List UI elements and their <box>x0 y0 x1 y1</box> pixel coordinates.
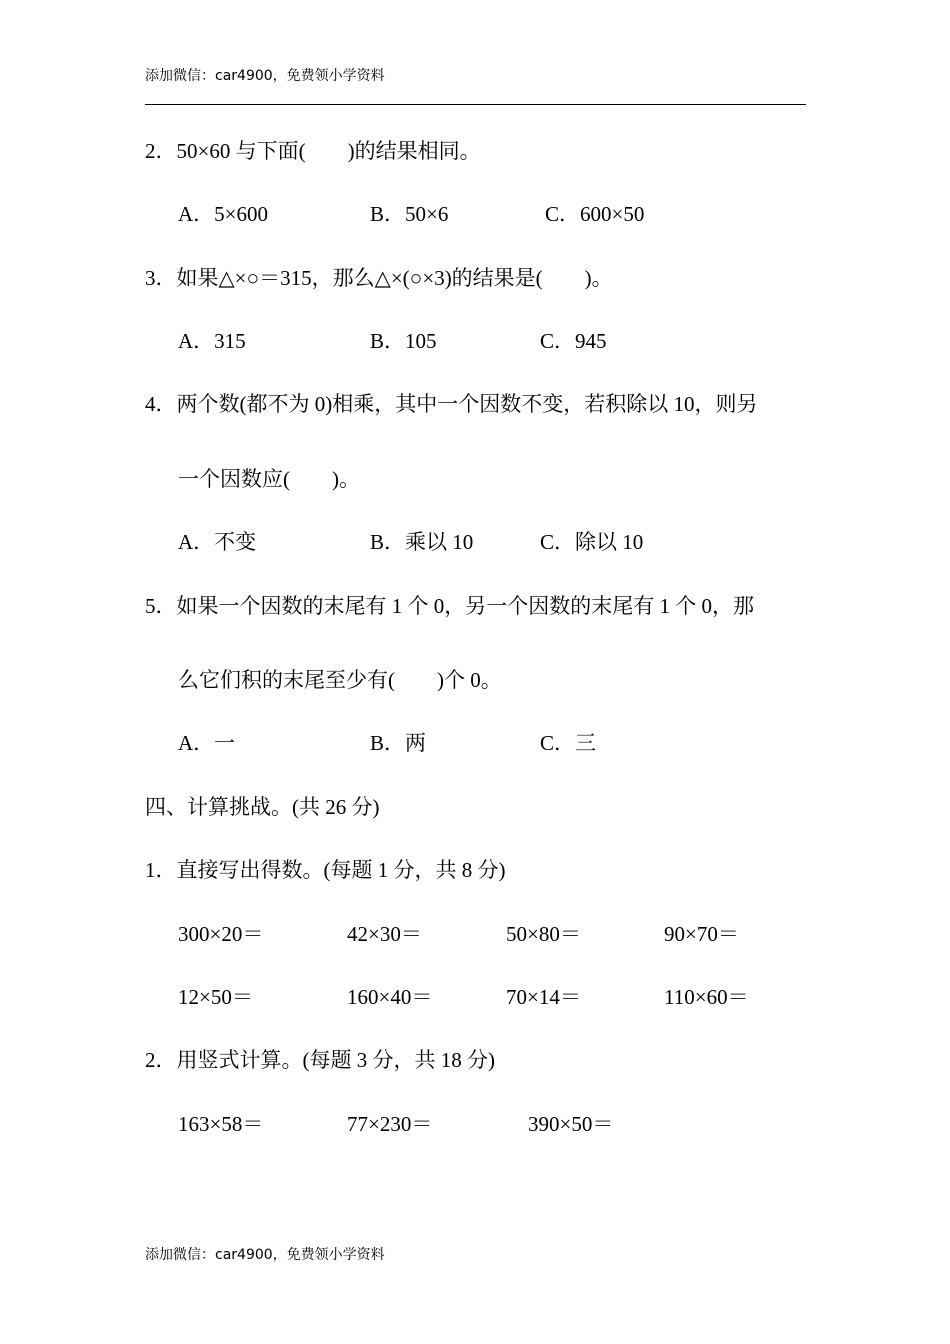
question-2-stem: 2．50×60 与下面( )的结果相同。 <box>145 139 481 163</box>
oral-calc-item: 300×20＝ <box>178 922 264 946</box>
question-3-option-c: C．945 <box>540 329 607 353</box>
question-4-stem-continued: 一个因数应( )。 <box>178 467 360 491</box>
question-2-option-b: B．50×6 <box>370 202 449 226</box>
oral-calc-item: 110×60＝ <box>664 985 749 1009</box>
question-3-option-b: B．105 <box>370 329 437 353</box>
section-4-title: 四、计算挑战。(共 26 分) <box>145 795 380 819</box>
section-4-part-1-title: 1．直接写出得数。(每题 1 分，共 8 分) <box>145 858 506 882</box>
oral-calc-item: 90×70＝ <box>664 922 739 946</box>
oral-calc-item: 50×80＝ <box>506 922 581 946</box>
oral-calc-item: 70×14＝ <box>506 985 581 1009</box>
oral-calc-item: 160×40＝ <box>347 985 433 1009</box>
question-5-option-b: B．两 <box>370 731 427 755</box>
section-4-part-2-title: 2．用竖式计算。(每题 3 分，共 18 分) <box>145 1048 495 1072</box>
question-5-option-c: C．三 <box>540 731 597 755</box>
question-3-option-a: A．315 <box>178 329 246 353</box>
question-2-option-a: A．5×600 <box>178 202 269 226</box>
page-header-note: 添加微信：car4900，免费领小学资料 <box>145 68 385 84</box>
page-footer-note: 添加微信：car4900，免费领小学资料 <box>145 1247 385 1263</box>
question-5-option-a: A．一 <box>178 731 236 755</box>
vertical-calc-item: 390×50＝ <box>528 1112 614 1136</box>
question-4-option-a: A．不变 <box>178 530 257 554</box>
oral-calc-item: 12×50＝ <box>178 985 253 1009</box>
question-5-stem-continued: 么它们积的末尾至少有( )个 0。 <box>178 668 502 692</box>
question-2-option-c: C．600×50 <box>545 202 645 226</box>
header-divider <box>145 104 806 105</box>
question-4-stem: 4．两个数(都不为 0)相乘，其中一个因数不变，若积除以 10，则另 <box>145 392 758 416</box>
question-4-option-c: C．除以 10 <box>540 530 644 554</box>
question-4-option-b: B．乘以 10 <box>370 530 474 554</box>
vertical-calc-item: 77×230＝ <box>347 1112 433 1136</box>
vertical-calc-item: 163×58＝ <box>178 1112 264 1136</box>
question-5-stem: 5．如果一个因数的末尾有 1 个 0，另一个因数的末尾有 1 个 0，那 <box>145 594 754 618</box>
question-3-stem: 3．如果△×○＝315，那么△×(○×3)的结果是( )。 <box>145 266 613 290</box>
oral-calc-item: 42×30＝ <box>347 922 422 946</box>
